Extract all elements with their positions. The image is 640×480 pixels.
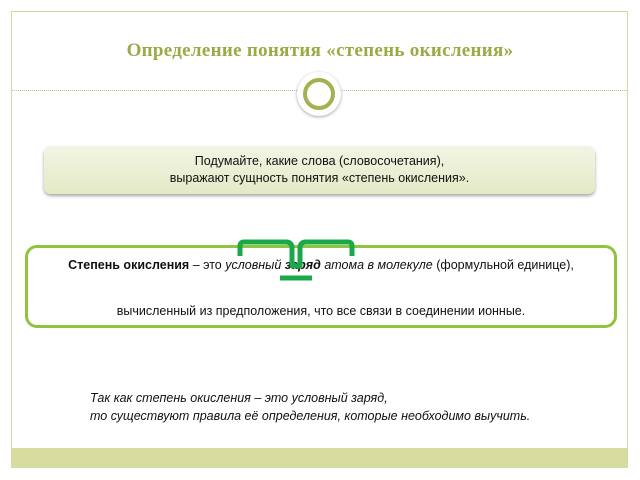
ring-decoration-icon [297, 72, 341, 116]
prompt-line-2: выражают сущность понятия «степень окисления». [169, 171, 470, 185]
definition-key-word: заряд [284, 258, 321, 272]
ring-inner [303, 78, 335, 110]
prompt-line-1: Подумайте, какие слова (словосочетания), [194, 154, 445, 168]
definition-conditional: условный [225, 258, 282, 272]
rules-note [90, 389, 590, 425]
footer-bar [12, 448, 627, 467]
definition-line-2: вычисленный из предположения, что все связи в соединении ионные. [116, 304, 526, 318]
question-prompt-box [44, 146, 595, 194]
slide-title: Определение понятия «степень окисления» [126, 40, 514, 61]
definition-atom-in-molecule: атома в молекуле [324, 258, 433, 272]
note-line-1: Так как степень окисления – это условный заряд, [90, 391, 388, 405]
definition-formula-unit: (формульной единице), [436, 258, 574, 272]
note-line-2: то существуют правила её определения, которые необходимо выучить. [90, 409, 531, 423]
definition-dash: – это [189, 258, 226, 272]
curly-brace-icon [230, 234, 362, 284]
definition-term: Степень окисления [68, 258, 190, 272]
